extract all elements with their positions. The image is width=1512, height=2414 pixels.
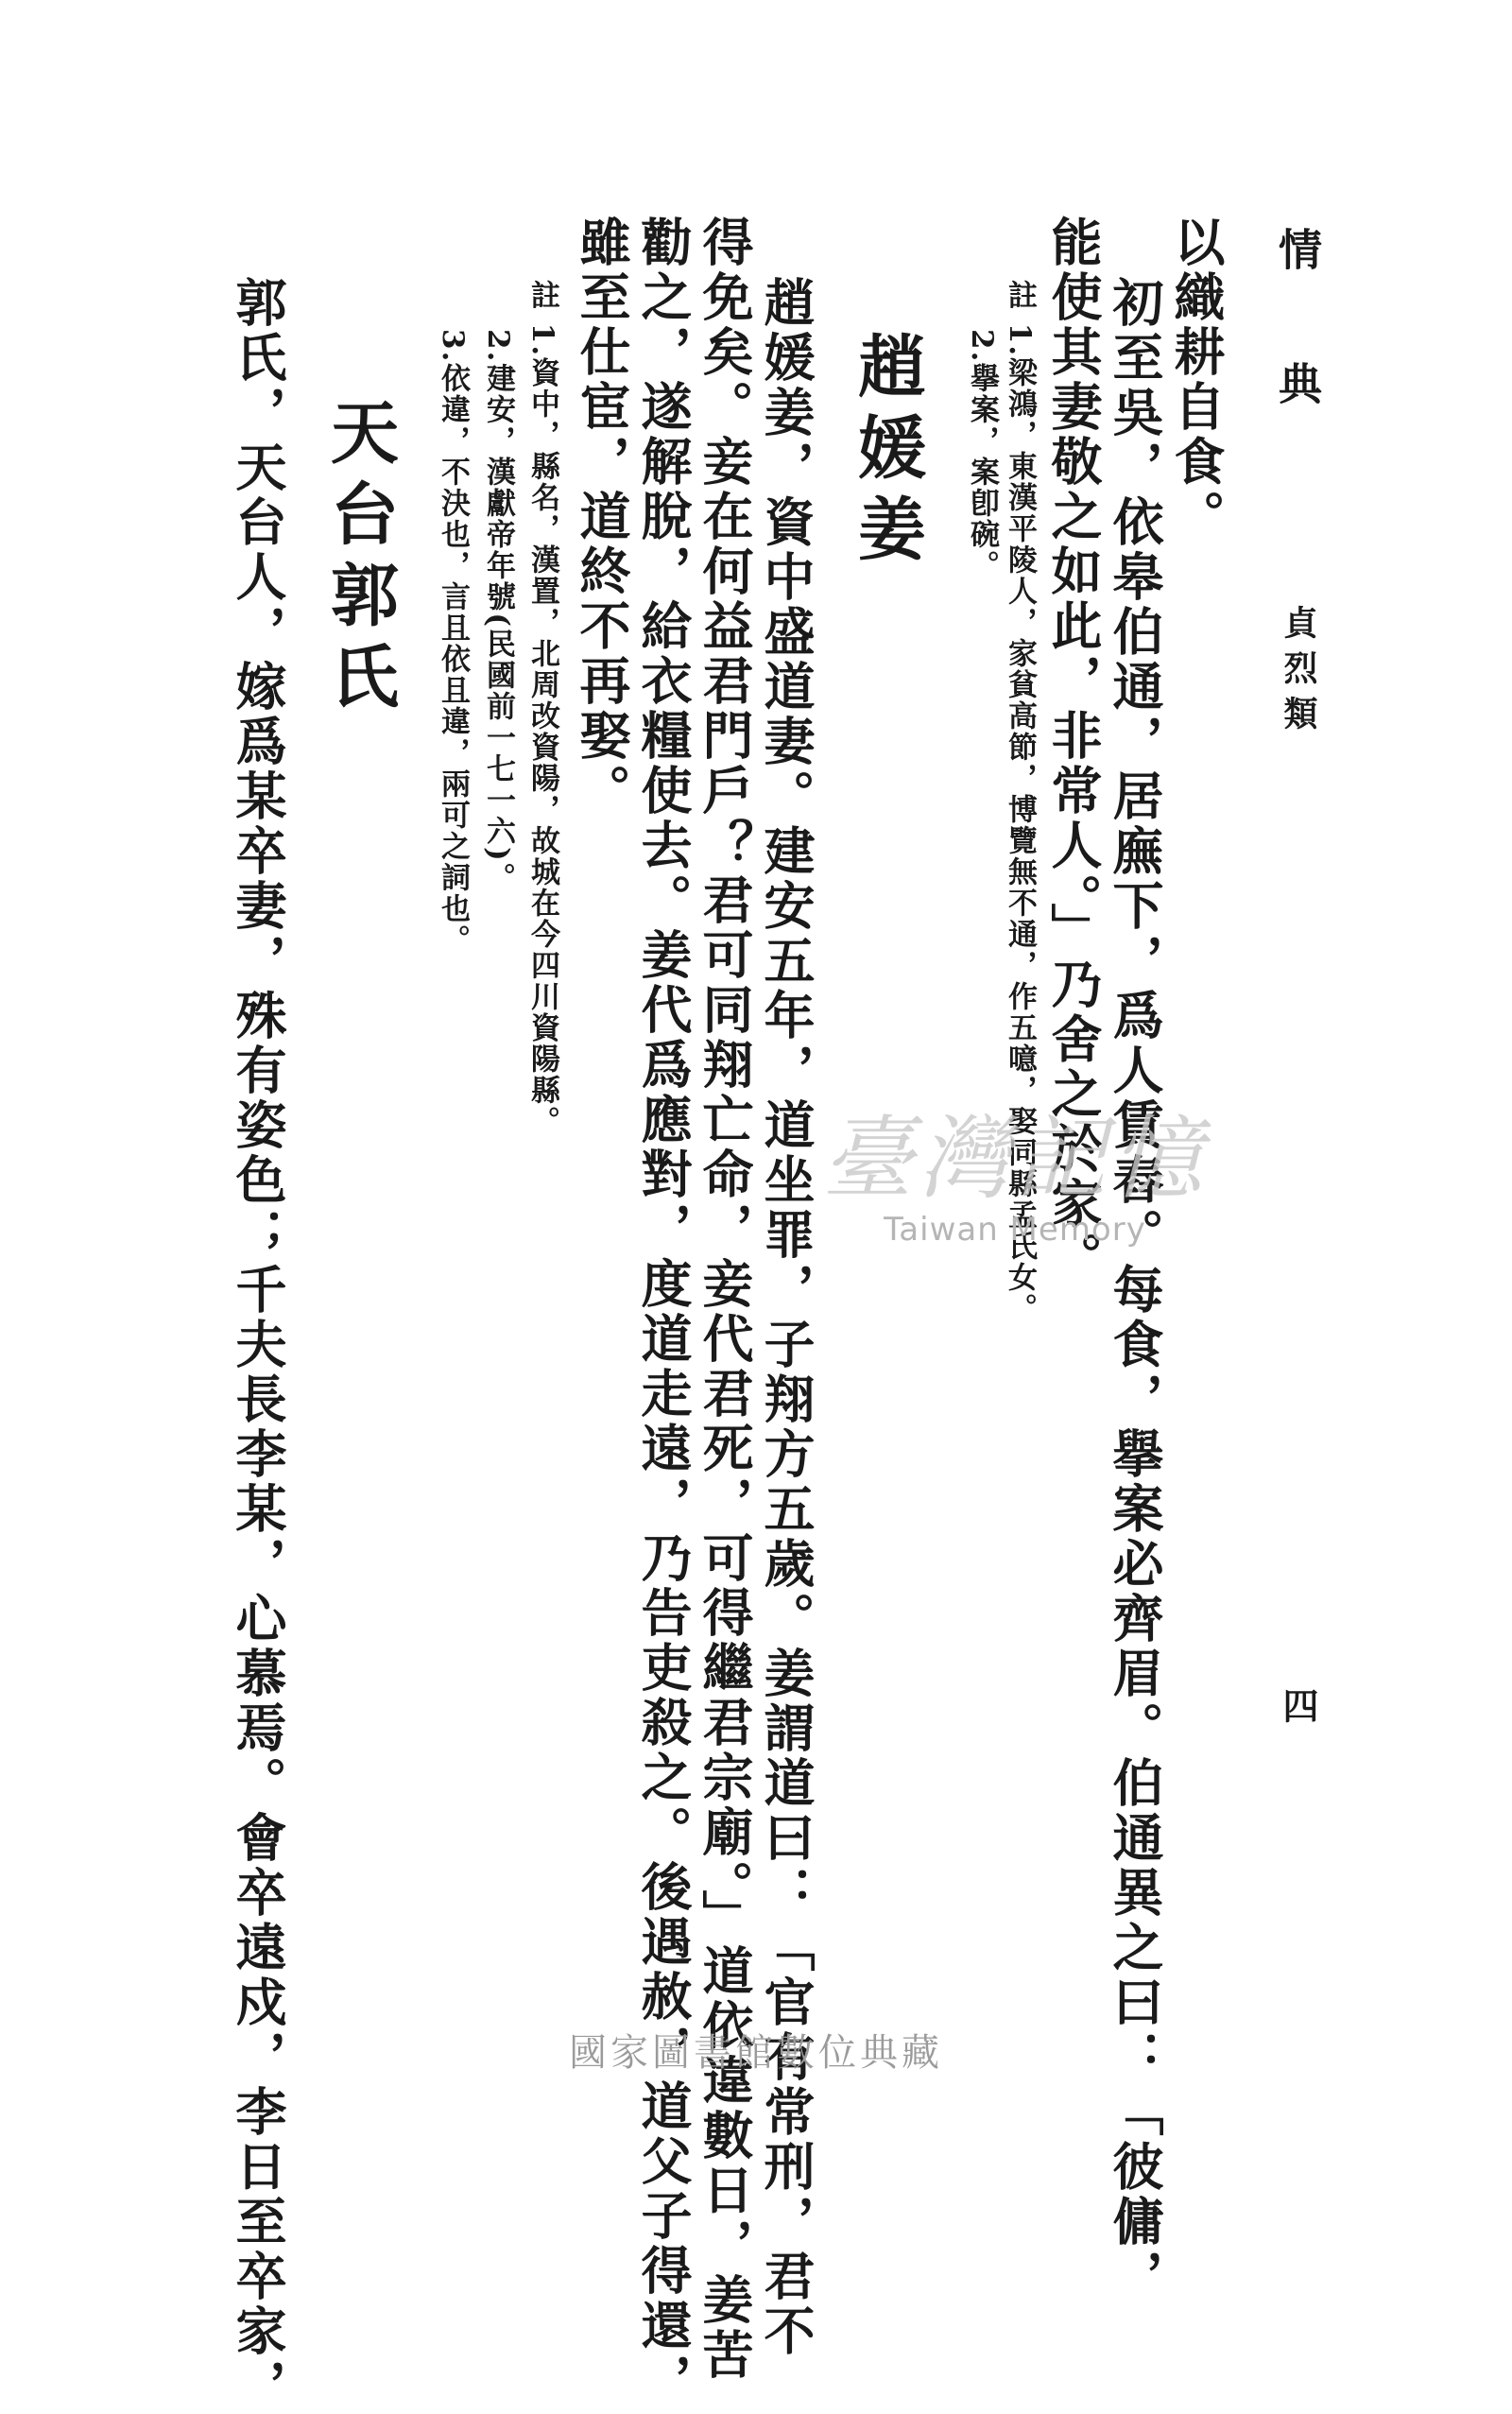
text-column-3: 能使其妻敬之如此，非常人。」乃舍之於家。 xyxy=(1043,216,1104,1286)
text-column-6: 勸之，遂解脫，給衣糧使去。姜代爲應對，度道走遠，乃告吏殺之。後遇赦，道父子得還， xyxy=(633,216,694,2408)
section-title: 貞烈類 xyxy=(1279,605,1318,741)
text-column-5: 得免矣。妾在何益君門戶？君可同翔亡命，妾代君死，可得繼君宗廟。」道依違數日，姜苦 xyxy=(695,216,755,2383)
text-column-8: 郭氏，天台人，嫁爲某卒妻，殊有姿色；千夫長李某，心慕焉。會卒遠戍，李日至卒家， xyxy=(228,276,288,2414)
watermark-subtitle: Taiwan Memory xyxy=(884,1211,1146,1249)
footnote-2: 2.擧案，案卽碗。 xyxy=(965,329,999,582)
section-heading-guo: 天台郭氏 xyxy=(319,397,400,722)
section-heading-zhao: 趙媛姜 xyxy=(847,331,927,575)
text-column-1: 以織耕自食。 xyxy=(1166,216,1227,544)
text-column-4: 趙媛姜，資中盛道妻。建安五年，道坐罪，子翔方五歲。姜謂道曰：「官有常刑，君不 xyxy=(756,276,816,2359)
footnote-4: 2.建安，漢獻帝年號(民國前一七一六)。 xyxy=(481,329,515,894)
text-column-7: 雖至仕宦，道終不再娶。 xyxy=(572,216,632,819)
footnote-3: 註 1.資中，縣名，漢置，北周改資陽，故城在今四川資陽縣。 xyxy=(525,280,559,1138)
library-footer: 國家圖書館數位典藏 xyxy=(569,2031,943,2075)
book-title: 情 典 xyxy=(1272,227,1323,443)
watermark xyxy=(822,1087,1208,1249)
footnote-1: 註 1.梁鴻，東漢平陵人，家貧高節，博覽無不通，作五噫，娶同縣孟氏女。 xyxy=(1003,280,1037,1325)
page-number: 四 xyxy=(1277,1687,1319,1723)
footnote-5: 3.依違，不決也，言且依且違，兩可之詞也。 xyxy=(436,329,470,957)
text-column-2: 初至吳，依皋伯通，居廡下，爲人賃舂。每食，擧案必齊眉。伯通異之曰：「彼傭， xyxy=(1105,276,1165,2304)
watermark-logo: 臺灣記憶 xyxy=(822,1106,1208,1212)
